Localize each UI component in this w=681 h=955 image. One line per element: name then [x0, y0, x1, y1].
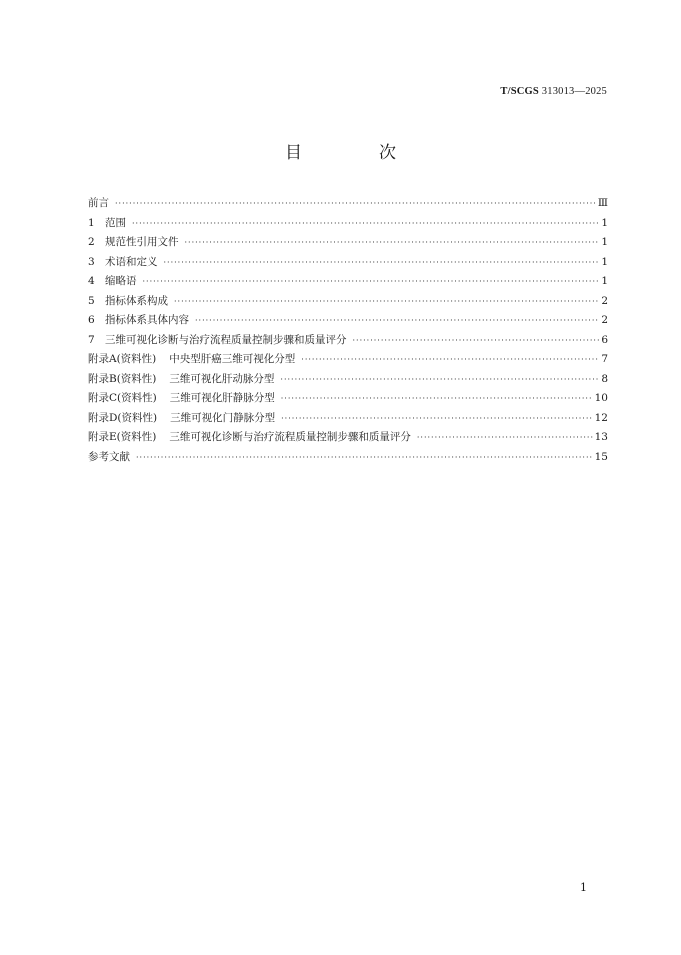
toc-entry-page: 1: [601, 275, 608, 287]
toc-entry-label: 规范性引用文件: [105, 236, 179, 248]
toc-entry-page: 2: [601, 294, 608, 307]
table-of-contents: [88, 195, 608, 468]
toc-entry-number: 7: [88, 333, 95, 346]
toc-leader-dots: [417, 433, 593, 442]
toc-entry-label: 中央型肝癌三维可视化分型: [169, 353, 296, 365]
toc-entry-index-system-composition[interactable]: [88, 293, 608, 313]
toc-leader-dots: [280, 375, 599, 384]
toc-entry-label: 三维可视化诊断与治疗流程质量控制步骤和质量评分: [169, 431, 411, 443]
toc-entry-page: 2: [601, 314, 608, 326]
toc-leader-dots: [143, 277, 600, 286]
toc-leader-dots: [132, 219, 599, 228]
toc-entry-number: 附录E(资料性): [88, 431, 157, 443]
toc-entry-normative-references[interactable]: [88, 234, 608, 254]
toc-entry-label: 缩略语: [105, 275, 137, 287]
toc-entry-page: 13: [594, 431, 608, 443]
toc-leader-dots: [174, 297, 599, 306]
toc-entry-appendix-a[interactable]: [88, 351, 608, 371]
toc-entry-number: 3: [88, 255, 95, 268]
toc-entry-label: 前言: [88, 197, 109, 209]
toc-entry-page: 12: [594, 411, 608, 424]
toc-entry-page: 1: [601, 236, 608, 248]
toc-entry-number: 附录B(资料性): [88, 372, 157, 385]
toc-entry-page: 1: [601, 255, 608, 268]
toc-entry-appendix-b[interactable]: [88, 371, 608, 391]
toc-leader-dots: [195, 316, 599, 325]
toc-entry-page: 1: [601, 216, 608, 229]
toc-entry-page: 8: [601, 372, 608, 385]
document-code: [500, 86, 607, 97]
toc-entry-label: 三维可视化门静脉分型: [170, 411, 276, 424]
toc-entry-label: 三维可视化诊断与治疗流程质量控制步骤和质量评分: [105, 333, 347, 346]
toc-entry-number: 附录C(资料性): [88, 392, 157, 404]
toc-entry-number: 附录D(资料性): [88, 411, 158, 424]
toc-entry-label: 范围: [105, 216, 126, 229]
toc-entry-appendix-d[interactable]: [88, 410, 608, 430]
toc-entry-appendix-e[interactable]: [88, 429, 608, 449]
toc-entry-label: 术语和定义: [105, 255, 158, 268]
toc-entry-page: 10: [594, 392, 608, 404]
toc-leader-dots: [301, 355, 599, 364]
toc-entry-page: 15: [594, 450, 608, 463]
toc-entry-label: 三维可视化肝静脉分型: [169, 392, 275, 404]
toc-entry-abbreviations[interactable]: [88, 273, 608, 293]
document-code-number: 313013—2025: [541, 86, 607, 97]
toc-leader-dots: [353, 336, 600, 345]
toc-entry-label: 指标体系具体内容: [105, 314, 189, 326]
document-code-prefix: T/SCGS: [500, 86, 539, 97]
toc-entry-label: 参考文献: [88, 450, 130, 463]
toc-title: 目 次: [285, 143, 426, 163]
toc-entry-number: 附录A(资料性): [88, 353, 157, 365]
toc-entry-number: 2: [88, 236, 95, 248]
toc-entry-number: 5: [88, 294, 95, 307]
toc-entry-page: 6: [601, 333, 608, 346]
toc-entry-page: 7: [601, 353, 608, 365]
toc-entry-number: 4: [88, 275, 95, 287]
toc-leader-dots: [281, 414, 593, 423]
toc-entry-bibliography[interactable]: [88, 449, 608, 469]
toc-entry-number: 6: [88, 314, 95, 326]
toc-entry-appendix-c[interactable]: [88, 390, 608, 410]
toc-entry-scope[interactable]: [88, 215, 608, 235]
toc-leader-dots: [164, 258, 600, 267]
toc-entry-label: 指标体系构成: [105, 294, 168, 307]
toc-entry-label: 三维可视化肝动脉分型: [169, 372, 275, 385]
toc-leader-dots: [115, 199, 596, 208]
toc-leader-dots: [281, 394, 593, 403]
toc-entry-index-system-content[interactable]: [88, 312, 608, 332]
toc-leader-dots: [136, 453, 593, 462]
toc-leader-dots: [185, 238, 600, 247]
toc-entry-terms-definitions[interactable]: [88, 254, 608, 274]
toc-entry-page: Ⅲ: [597, 197, 608, 209]
toc-entry-number: 1: [88, 216, 95, 229]
toc-entry-quality-control-steps[interactable]: [88, 332, 608, 352]
page-number: 1: [580, 881, 587, 894]
toc-entry-foreword[interactable]: [88, 195, 608, 215]
